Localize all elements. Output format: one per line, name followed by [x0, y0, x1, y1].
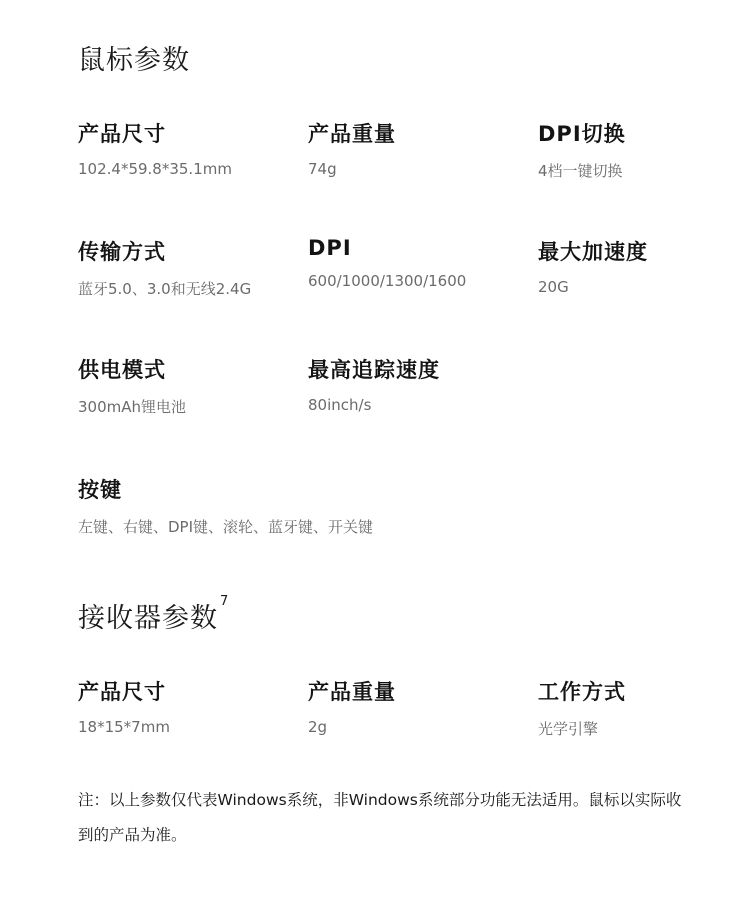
spec-value: 74g [308, 160, 337, 178]
spec-product-weight [308, 118, 538, 178]
spec-dpi-switch [538, 118, 750, 181]
spec-tracking-speed [308, 354, 538, 414]
spec-power [78, 354, 308, 417]
spec-label: 最大加速度 [538, 240, 648, 264]
spec-value: 300mAh锂电池 [78, 398, 187, 416]
spec-transmission [78, 236, 308, 299]
spec-label: 传输方式 [78, 240, 166, 264]
spec-value: 光学引擎 [538, 720, 599, 738]
spec-max-acceleration [538, 236, 750, 296]
spec-receiver-weight [308, 676, 538, 736]
spec-label: 工作方式 [538, 680, 626, 704]
spec-label: 按键 [78, 478, 122, 502]
spec-label: 产品重量 [308, 680, 396, 704]
spec-value: 左键、右键、DPI键、滚轮、蓝牙键、开关键 [78, 518, 374, 536]
spec-value: 102.4*59.8*35.1mm [78, 160, 232, 178]
mouse-params-title: 鼠标参数 [78, 45, 190, 76]
spec-label: 最高追踪速度 [308, 358, 440, 382]
spec-buttons [78, 474, 678, 537]
spec-value: 80inch/s [308, 396, 372, 414]
footnote-mark: 7 [220, 594, 230, 609]
spec-label: 产品重量 [308, 122, 396, 146]
disclaimer-note: 注：以上参数仅代表Windows系统，非Windows系统部分功能无法适用。鼠标以实际收到的产品为准。 [78, 791, 682, 844]
spec-product-size [78, 118, 308, 178]
spec-value: 20G [538, 278, 569, 296]
spec-label: DPI [308, 236, 352, 260]
spec-value: 4档一键切换 [538, 162, 623, 180]
spec-value: 600/1000/1300/1600 [308, 272, 467, 290]
receiver-title-text: 接收器参数 [78, 603, 218, 634]
spec-label: 产品尺寸 [78, 680, 166, 704]
spec-label: 产品尺寸 [78, 122, 166, 146]
spec-value: 蓝牙5.0、3.0和无线2.4G [78, 280, 252, 298]
spec-value: 18*15*7mm [78, 718, 170, 736]
spec-value: 2g [308, 718, 328, 736]
receiver-params-title [78, 596, 229, 635]
spec-label: DPI切换 [538, 122, 626, 146]
spec-dpi [308, 236, 538, 290]
spec-label: 供电模式 [78, 358, 166, 382]
spec-receiver-mode [538, 676, 750, 739]
spec-receiver-size [78, 676, 308, 736]
